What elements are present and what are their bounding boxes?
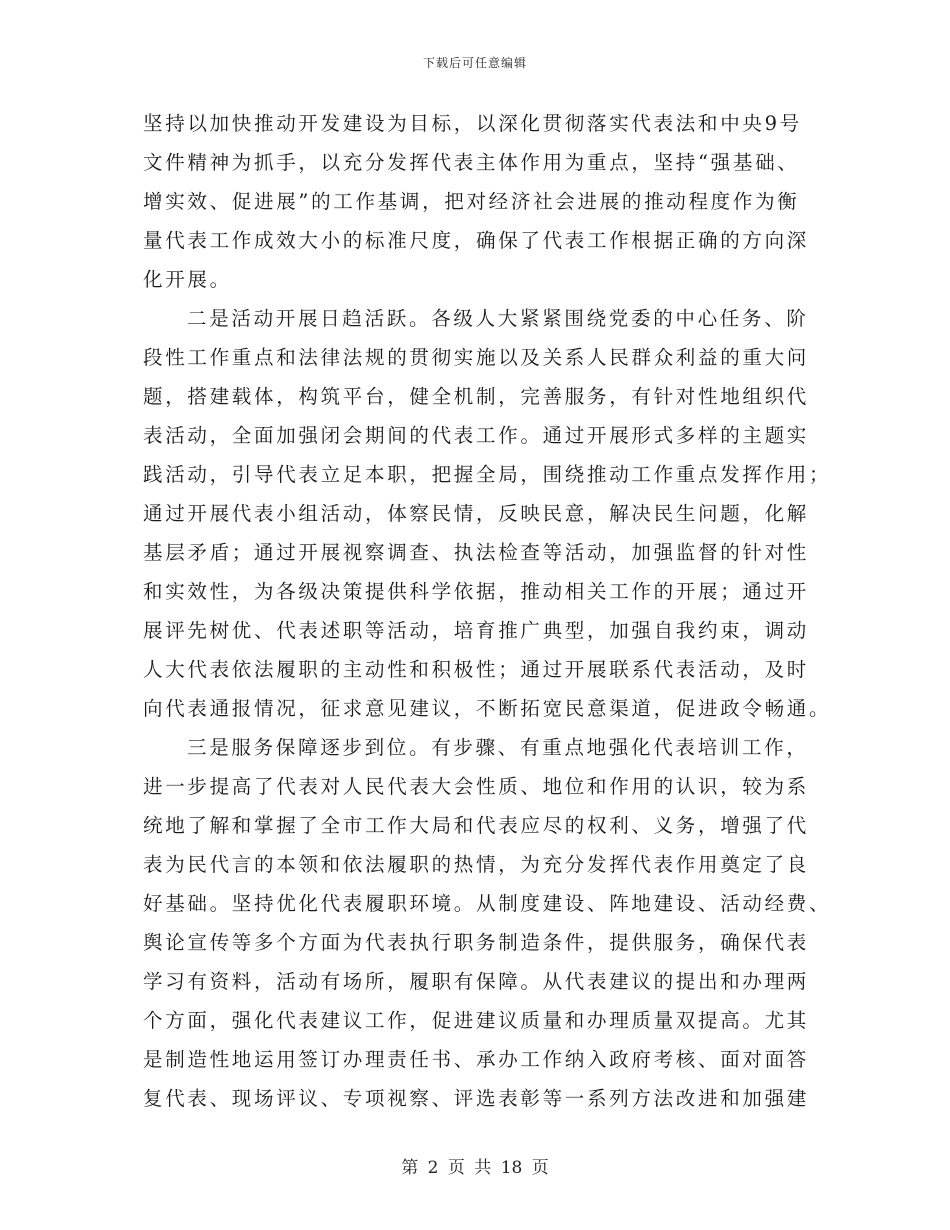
text-line: 通过开展代表小组活动，体察民情，反映民意，解决民生问题，化解: [143, 502, 810, 525]
text-line: 坚持以加快推动开发建设为目标，以深化贯彻落实代表法和中央9号: [143, 112, 802, 135]
text-line: 文件精神为抓手，以充分发挥代表主体作用为重点，坚持“强基础、: [143, 151, 800, 174]
text-line: 好基础。坚持优化代表履职环境。从制度建设、阵地建设、活动经费、: [143, 892, 832, 915]
text-line: 量代表工作成效大小的标准尺度，确保了代表工作根据正确的方向深: [143, 229, 810, 252]
document-body: [143, 104, 832, 1118]
text-line: 践活动，引导代表立足本职，把握全局，围绕推动工作重点发挥作用；: [143, 463, 832, 486]
text-line: 增实效、促进展”的工作基调，把对经济社会进展的推动程度作为衡: [143, 190, 800, 213]
text-line: 学习有资料，活动有场所，履职有保障。从代表建议的提出和办理两: [143, 970, 810, 993]
paragraph-start-line: 二是活动开展日趋活跃。各级人大紧紧围绕党委的中心任务、阶: [187, 307, 809, 330]
text-line: 基层矛盾；通过开展视察调查、执法检查等活动，加强监督的针对性: [143, 541, 810, 564]
text-line: 个方面，强化代表建议工作，促进建议质量和办理质量双提高。尤其: [143, 1009, 810, 1032]
page-header: 下载后可任意编辑: [422, 56, 527, 70]
page-number-footer: 第 2 页 共 18 页: [401, 1158, 549, 1178]
text-line: 和实效性，为各级决策提供科学依据，推动相关工作的开展；通过开: [143, 580, 810, 603]
text-line: 是制造性地运用签订办理责任书、承办工作纳入政府考核、面对面答: [143, 1048, 810, 1071]
paragraph-start-line: 三是服务保障逐步到位。有步骤、有重点地强化代表培训工作，: [187, 736, 809, 759]
text-line: 题，搭建载体，构筑平台，健全机制，完善服务，有针对性地组织代: [143, 385, 810, 408]
text-line: 段性工作重点和法律法规的贯彻实施以及关系人民群众利益的重大问: [143, 346, 810, 369]
text-line: 展评先树优、代表述职等活动，培育推广典型，加强自我约束，调动: [143, 619, 810, 642]
text-line: 统地了解和掌握了全市工作大局和代表应尽的权利、义务，增强了代: [143, 814, 810, 837]
text-line: 进一步提高了代表对人民代表大会性质、地位和作用的认识，较为系: [143, 775, 810, 798]
text-line: 化开展。: [143, 268, 232, 291]
text-line: 向代表通报情况，征求意见建议，不断拓宽民意渠道，促进政令畅通。: [143, 697, 832, 720]
text-line: 人大代表依法履职的主动性和积极性；通过开展联系代表活动，及时: [143, 658, 810, 681]
text-line: 复代表、现场评议、专项视察、评选表彰等一系列方法改进和加强建: [143, 1087, 810, 1110]
text-line: 表活动，全面加强闭会期间的代表工作。通过开展形式多样的主题实: [143, 424, 810, 447]
text-line: 表为民代言的本领和依法履职的热情，为充分发挥代表作用奠定了良: [143, 853, 810, 876]
text-line: 舆论宣传等多个方面为代表执行职务制造条件，提供服务，确保代表: [143, 931, 810, 954]
